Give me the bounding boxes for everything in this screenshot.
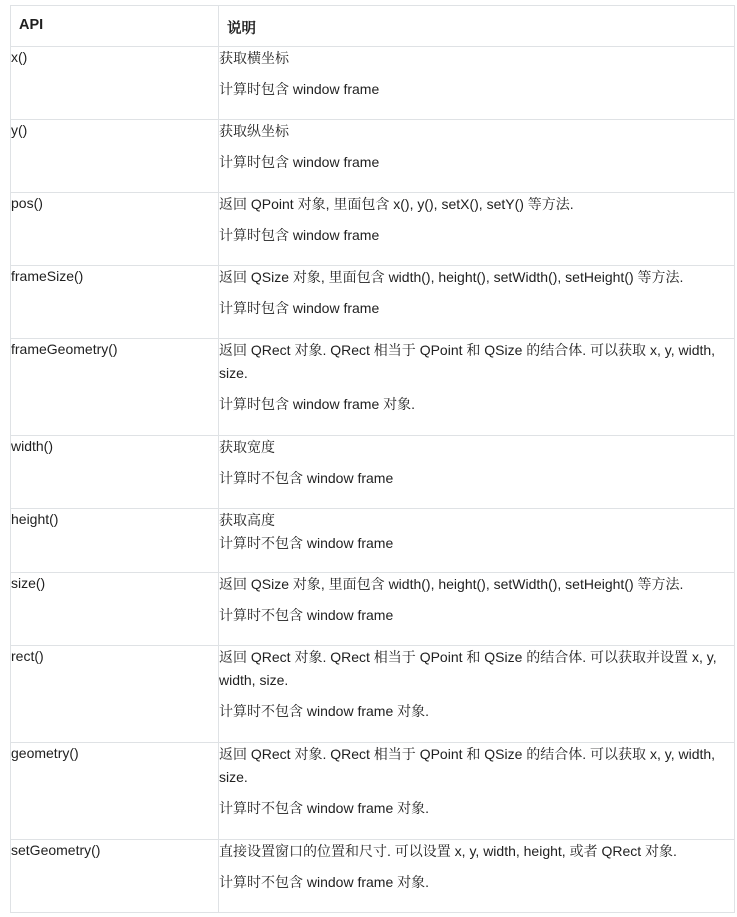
- api-name-cell: pos(): [11, 193, 219, 266]
- description-text: 返回 QRect 对象. QRect 相当于 QPoint 和 QSize 的结合体. 可以获取并设置 x, y, width, size.: [219, 649, 717, 688]
- description-note: 计算时包含 window frame: [219, 300, 380, 316]
- api-name-cell: y(): [11, 120, 219, 193]
- description-cell: [219, 573, 735, 646]
- table-header-row: [11, 6, 735, 47]
- api-name-cell: frameSize(): [11, 266, 219, 339]
- description-text: 获取横坐标: [219, 50, 289, 66]
- description-text: 返回 QRect 对象. QRect 相当于 QPoint 和 QSize 的结合体. 可以获取 x, y, width, size.: [219, 746, 716, 785]
- description-note: 计算时不包含 window frame: [219, 470, 394, 486]
- table-row: [11, 266, 735, 339]
- api-table: [10, 5, 735, 913]
- description-text: 直接设置窗口的位置和尺寸. 可以设置 x, y, width, height, 或者 QRect 对象.: [219, 843, 677, 859]
- table-row: [11, 840, 735, 913]
- description-cell: [219, 509, 735, 573]
- api-name-cell: rect(): [11, 646, 219, 743]
- api-name-cell: x(): [11, 47, 219, 120]
- api-name-cell: size(): [11, 573, 219, 646]
- description-cell: [219, 339, 735, 436]
- description-cell: [219, 646, 735, 743]
- table-row: [11, 573, 735, 646]
- description-cell: [219, 193, 735, 266]
- description-text: 获取纵坐标: [219, 123, 289, 139]
- description-text: 返回 QSize 对象, 里面包含 width(), height(), setWidth(), setHeight() 等方法.: [219, 576, 684, 592]
- description-note: 计算时包含 window frame: [219, 81, 380, 97]
- api-name-cell: frameGeometry(): [11, 339, 219, 436]
- description-cell: [219, 47, 735, 120]
- api-name-cell: setGeometry(): [11, 840, 219, 913]
- description-cell: [219, 436, 735, 509]
- description-note: 计算时不包含 window frame: [219, 607, 394, 623]
- table-row: [11, 509, 735, 573]
- description-cell: [219, 743, 735, 840]
- description-text: 返回 QRect 对象. QRect 相当于 QPoint 和 QSize 的结合体. 可以获取 x, y, width, size.: [219, 342, 716, 381]
- api-name-cell: geometry(): [11, 743, 219, 840]
- description-note: 计算时不包含 window frame 对象.: [219, 800, 430, 816]
- description-text: 返回 QSize 对象, 里面包含 width(), height(), setWidth(), setHeight() 等方法.: [219, 269, 684, 285]
- description-note: 计算时包含 window frame 对象.: [219, 396, 416, 412]
- api-name-cell: height(): [11, 509, 219, 573]
- table-row: [11, 436, 735, 509]
- table-row: [11, 193, 735, 266]
- api-name-cell: width(): [11, 436, 219, 509]
- column-header-api: API: [11, 6, 219, 47]
- description-cell: [219, 840, 735, 913]
- description-text: 返回 QPoint 对象, 里面包含 x(), y(), setX(), setY() 等方法.: [219, 196, 574, 212]
- table-row: [11, 743, 735, 840]
- table-row: [11, 646, 735, 743]
- description-note: 计算时包含 window frame: [219, 227, 380, 243]
- table-row: [11, 339, 735, 436]
- description-note: 计算时不包含 window frame 对象.: [219, 703, 430, 719]
- table-row: [11, 47, 735, 120]
- description-note: 计算时包含 window frame: [219, 154, 380, 170]
- table-row: [11, 120, 735, 193]
- description-cell: [219, 266, 735, 339]
- description-note: 计算时不包含 window frame: [219, 535, 394, 551]
- description-text: 获取高度: [219, 512, 275, 528]
- column-header-desc: 说明: [219, 6, 735, 47]
- description-note: 计算时不包含 window frame 对象.: [219, 874, 430, 890]
- description-text: 获取宽度: [219, 439, 275, 455]
- description-cell: [219, 120, 735, 193]
